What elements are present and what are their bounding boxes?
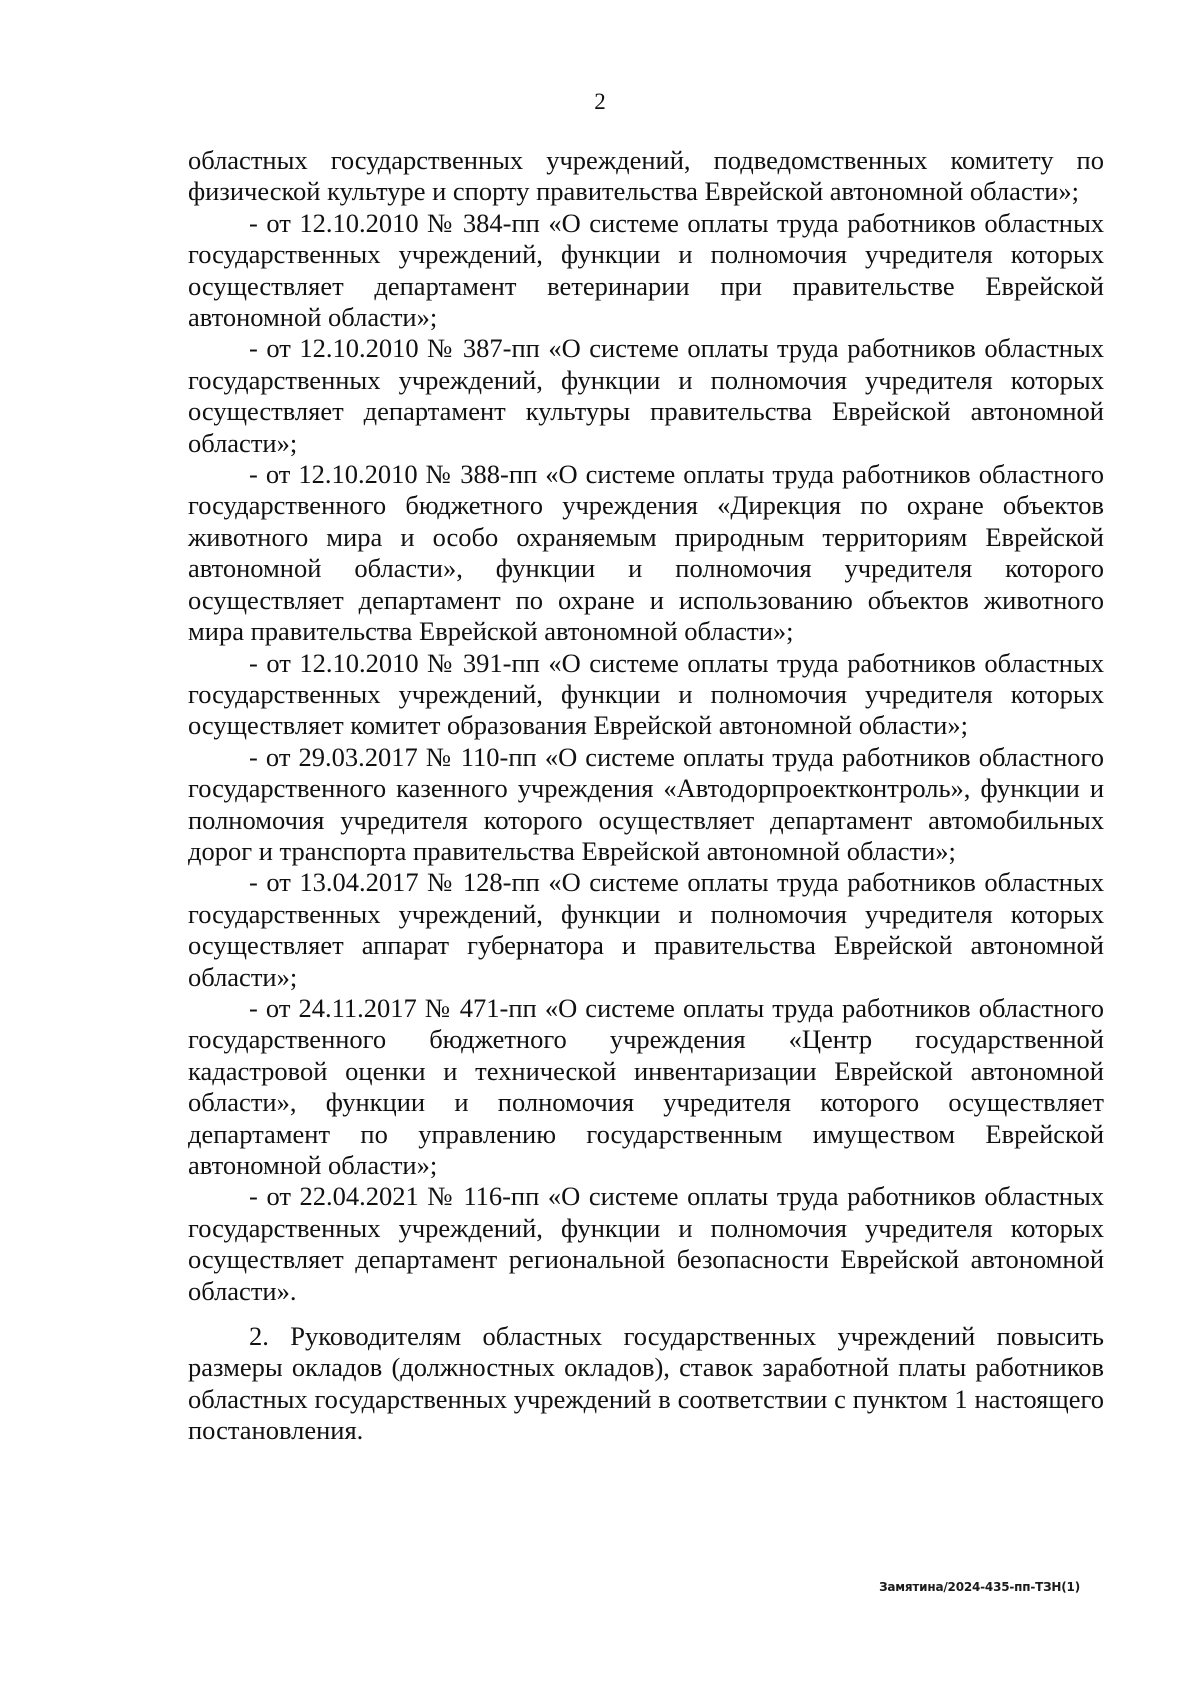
list-item-384: - от 12.10.2010 № 384-пп «О системе оплаты труда работников областных государственных учреждений, функции и полномочия учредителя которых осуществляет департамент ветеринарии при правительстве Еврейской автономной области»; (188, 207, 1104, 333)
list-item-388: - от 12.10.2010 № 388-пп «О системе оплаты труда работников областного государственного бюджетного учреждения «Дирекция по охране объектов животного мира и особо охраняемым природным территориям Еврейской автономной области», функции и полномочия учредителя которого осуществляет департамент по охране и использованию объектов животного мира правительства Еврейской автономной области»; (188, 459, 1104, 647)
list-item-116: - от 22.04.2021 № 116-пп «О системе оплаты труда работников областных государственных учреждений, функции и полномочия учредителя которых осуществляет департамент региональной безопасности Еврейской автономной области». (188, 1181, 1104, 1306)
list-item-387: - от 12.10.2010 № 387-пп «О системе оплаты труда работников областных государственных учреждений, функции и полномочия учредителя которых осуществляет департамент культуры правительства Еврейской автономной области»; (188, 333, 1104, 458)
document-body (188, 145, 1104, 1447)
numbered-paragraph-2: 2. Руководителям областных государственных учреждений повысить размеры окладов (должностных окладов), ставок заработной платы работников областных государственных учреждений в соответствии с пунктом 1 настоящего постановления. (188, 1321, 1104, 1446)
list-item-471: - от 24.11.2017 № 471-пп «О системе оплаты труда работников областного государственного бюджетного учреждения «Центр государственной кадастровой оценки и технической инвентаризации Еврейской автономной области», функции и полномочия учредителя которого осуществляет департамент по управлению государственным имуществом Еврейской автономной области»; (188, 992, 1104, 1180)
list-item-110: - от 29.03.2017 № 110-пп «О системе оплаты труда работников областного государственного казенного учреждения «Автодорпроектконтроль», функции и полномочия учредителя которого осуществляет департамент автомобильных дорог и транспорта правительства Еврейской автономной области»; (188, 741, 1104, 866)
list-item-128: - от 13.04.2017 № 128-пп «О системе оплаты труда работников областных государственных учреждений, функции и полномочия учредителя которых осуществляет аппарат губернатора и правительства Еврейской автономной области»; (188, 867, 1104, 992)
continued-paragraph: областных государственных учреждений, подведомственных комитету по физической культуре и спорту правительства Еврейской автономной области»; (188, 145, 1104, 207)
document-registration-code: Замятина/2024-435-пп-ТЗН(1) (879, 1580, 1080, 1594)
list-item-391: - от 12.10.2010 № 391-пп «О системе оплаты труда работников областных государственных учреждений, функции и полномочия учредителя которых осуществляет комитет образования Еврейской автономной области»; (188, 647, 1104, 741)
page-number: 2 (594, 89, 606, 114)
